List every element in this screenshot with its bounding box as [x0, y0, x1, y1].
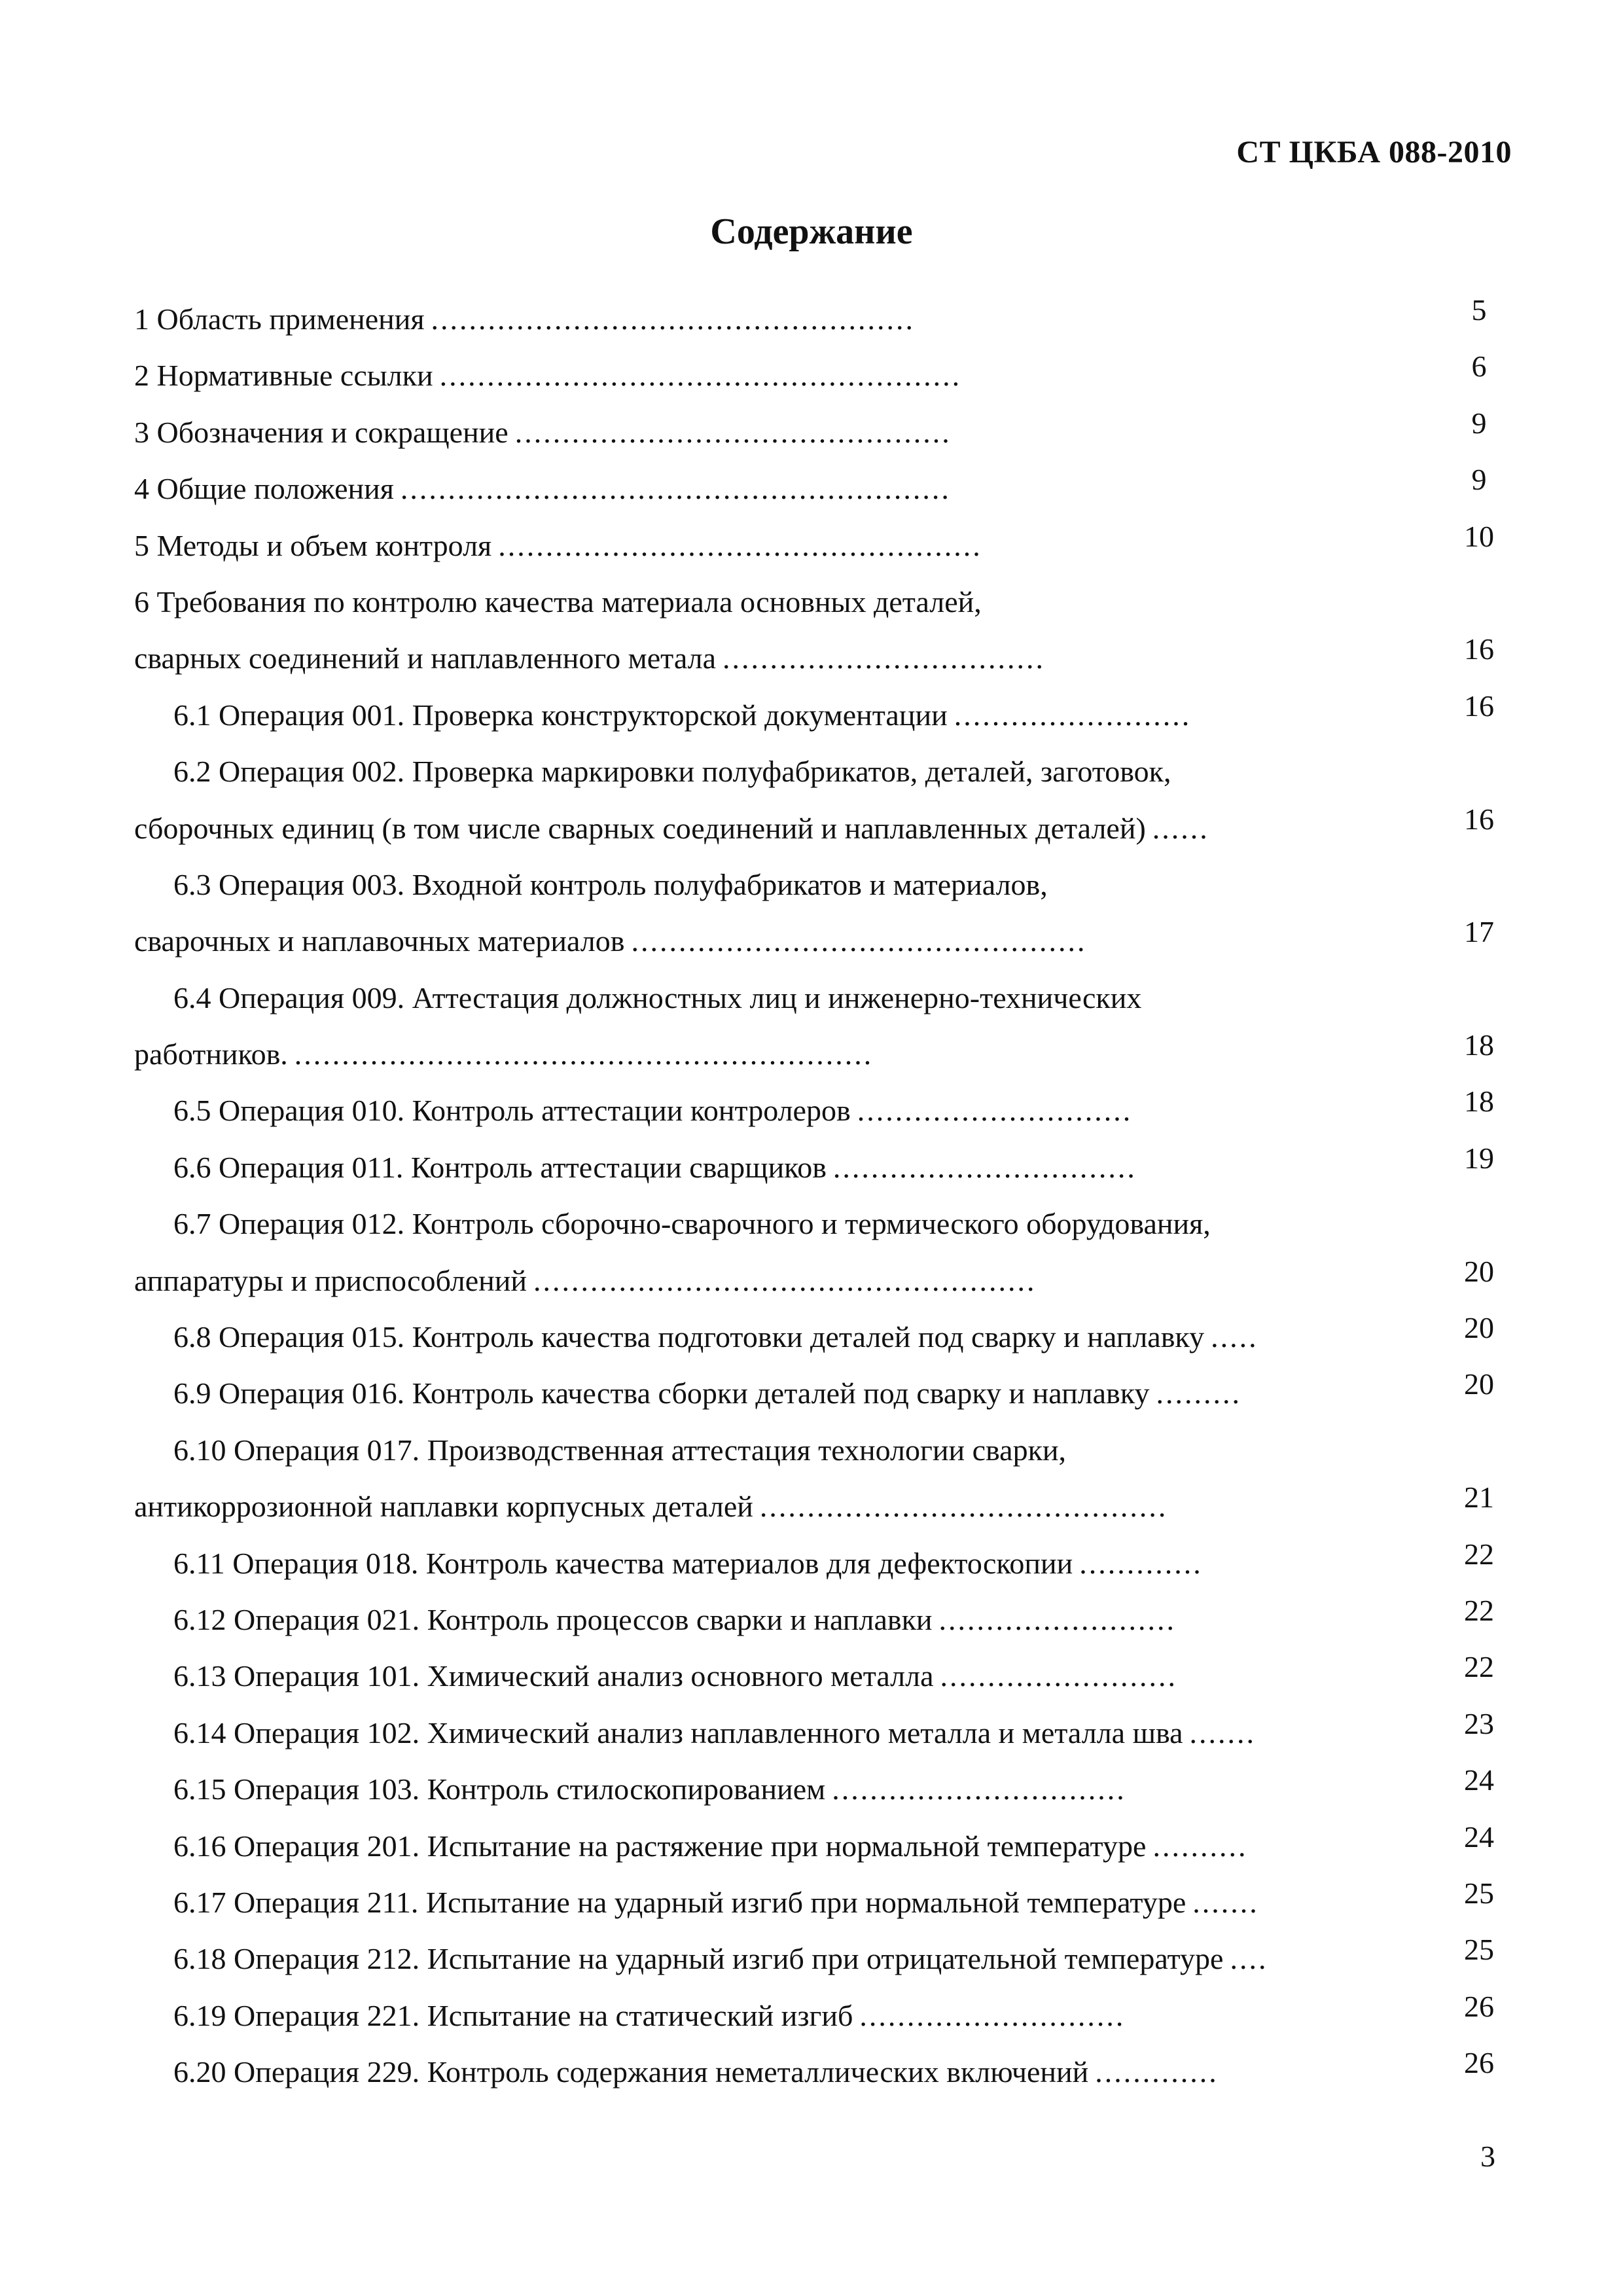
- toc-entry-text: [134, 800, 1209, 857]
- toc-entry-text: [134, 574, 982, 630]
- toc-entry-label: 6.12 Операция 021. Контроль процессов сварки и наплавки: [173, 1602, 933, 1636]
- toc-entry-text: [173, 1196, 1211, 1252]
- toc-entry: [134, 291, 1495, 348]
- toc-leader-dots: .........: [1156, 1376, 1241, 1410]
- toc-leader-dots: ...............................: [832, 1772, 1126, 1806]
- toc-leader-dots: ................................................: [631, 924, 1087, 958]
- toc-entry-text: [173, 2044, 1219, 2100]
- toc-leader-dots: .........................: [954, 698, 1192, 732]
- toc-page-number: 25: [1464, 1933, 1494, 1967]
- toc-entry-label: аппаратуры и приспособлений: [134, 1263, 527, 1297]
- toc-leader-dots: ...........................................: [759, 1490, 1168, 1524]
- toc-entry: [134, 970, 1495, 1026]
- toc-page-number: 20: [1464, 1367, 1494, 1401]
- toc-entry: [134, 1535, 1495, 1592]
- toc-page-number: 20: [1464, 1311, 1494, 1345]
- toc-entry-text: [173, 1592, 1176, 1648]
- toc-entry-label: 6.16 Операция 201. Испытание на растяжение при нормальной температуре: [173, 1829, 1147, 1863]
- toc-page-number: 9: [1471, 406, 1487, 440]
- toc-entry: [134, 348, 1495, 404]
- toc-entry-label: сварочных и наплавочных материалов: [134, 924, 625, 958]
- toc-entry-label: 6.17 Операция 211. Испытание на ударный изгиб при нормальной температуре: [173, 1885, 1186, 1919]
- toc-page-number: 16: [1464, 689, 1494, 723]
- toc-entry: [134, 1083, 1495, 1139]
- toc-entry-label: 6.15 Операция 103. Контроль стилоскопированием: [173, 1772, 826, 1806]
- toc-title: Содержание: [710, 211, 913, 252]
- toc-entry-text: [134, 348, 961, 404]
- toc-entry-label: 6.6 Операция 011. Контроль аттестации сварщиков: [173, 1150, 827, 1184]
- toc-leader-dots: ......: [1152, 811, 1209, 845]
- toc-leader-dots: ..............................................: [514, 415, 952, 449]
- toc-entry-text: [134, 913, 1086, 969]
- toc-leader-dots: .........................: [940, 1659, 1177, 1693]
- toc-leader-dots: .............: [1079, 1546, 1203, 1580]
- toc-entry: [134, 800, 1495, 857]
- toc-page-number: 18: [1464, 1028, 1494, 1062]
- toc-page-number: 25: [1464, 1876, 1494, 1910]
- toc-leader-dots: ....: [1230, 1942, 1268, 1976]
- toc-entry-label: 6.4 Операция 009. Аттестация должностных лиц и инженерно-технических: [173, 980, 1142, 1014]
- toc-entry: [134, 1874, 1495, 1931]
- toc-entry: [134, 744, 1495, 800]
- toc-entry-text: [134, 630, 1045, 687]
- toc-entry-text: [173, 1139, 1137, 1196]
- toc-entry-text: [173, 1761, 1126, 1818]
- toc-entry: [134, 913, 1495, 969]
- toc-entry-label: 6.11 Операция 018. Контроль качества материалов для дефектоскопии: [173, 1546, 1073, 1580]
- toc-entry-text: [173, 687, 1191, 744]
- toc-entry-text: [173, 1083, 1132, 1139]
- toc-entry-label: 4 Общие положения: [134, 472, 394, 506]
- toc-entry: [134, 1705, 1495, 1761]
- toc-page-number: 18: [1464, 1085, 1494, 1119]
- toc-page-number: 6: [1471, 350, 1487, 384]
- toc-page-number: 20: [1464, 1254, 1494, 1288]
- toc-entry: [134, 461, 1495, 517]
- toc-entry: [134, 1422, 1495, 1479]
- toc-entry-label: 6.1 Операция 001. Проверка конструкторской документации: [173, 698, 948, 732]
- toc-entry-label: 6.20 Операция 229. Контроль содержания неметаллических включений: [173, 2055, 1089, 2089]
- toc-page-number: 26: [1464, 1989, 1494, 2023]
- toc-entry-text: [173, 1365, 1241, 1422]
- toc-entry: [134, 1365, 1495, 1422]
- toc-leader-dots: ...................................................: [431, 302, 916, 336]
- toc-entry-text: [173, 970, 1141, 1026]
- toc-page-number: 22: [1464, 1537, 1494, 1571]
- toc-page-number: 22: [1464, 1593, 1494, 1627]
- toc-leader-dots: ..................................: [722, 641, 1046, 675]
- toc-entry-text: [134, 1479, 1168, 1535]
- toc-entry: [134, 518, 1495, 574]
- toc-page-number: 24: [1464, 1763, 1494, 1797]
- toc-entry-text: [173, 744, 1171, 800]
- toc-entry-text: [173, 1988, 1125, 2044]
- toc-entry: [134, 1761, 1495, 1818]
- toc-entry-label: 6.2 Операция 002. Проверка маркировки полуфабрикатов, деталей, заготовок,: [173, 755, 1171, 789]
- toc-leader-dots: .............: [1095, 2055, 1219, 2089]
- toc-entry-label: 6 Требования по контролю качества материала основных деталей,: [134, 584, 982, 619]
- toc-entry-text: [134, 518, 982, 574]
- toc-entry-label: 6.8 Операция 015. Контроль качества подготовки деталей под сварку и наплавку: [173, 1320, 1205, 1354]
- toc-entry-label: 3 Обозначения и сокращение: [134, 415, 508, 449]
- toc-entry: [134, 1253, 1495, 1309]
- toc-page-number: 16: [1464, 802, 1494, 836]
- toc-leader-dots: .....................................................: [533, 1263, 1037, 1297]
- toc-entry-text: [173, 857, 1048, 913]
- toc-entry-text: [134, 291, 915, 348]
- toc-leader-dots: .............................: [857, 1094, 1133, 1128]
- toc-entry-label: 6.9 Операция 016. Контроль качества сборки деталей под сварку и наплавку: [173, 1376, 1150, 1410]
- toc-leader-dots: ............................: [859, 1998, 1126, 2032]
- toc-page-number: 10: [1464, 519, 1494, 553]
- toc-entry: [134, 857, 1495, 913]
- toc-leader-dots: ..........: [1152, 1829, 1248, 1863]
- toc-entry: [134, 404, 1495, 461]
- toc-entry: [134, 1479, 1495, 1535]
- toc-entry-label: 6.13 Операция 101. Химический анализ основного металла: [173, 1659, 934, 1693]
- toc-entry-label: 2 Нормативные ссылки: [134, 359, 433, 393]
- toc-entry-label: сборочных единиц (в том числе сварных соединений и наплавленных деталей): [134, 811, 1146, 845]
- document-code: СТ ЦКБА 088-2010: [1236, 135, 1512, 170]
- toc-page-number: 17: [1464, 915, 1494, 949]
- toc-leader-dots: ..........................................................: [400, 472, 951, 506]
- toc-entry-label: сварных соединений и наплавленного метала: [134, 641, 717, 675]
- toc-entry-text: [173, 1818, 1247, 1874]
- toc-entry: [134, 1139, 1495, 1196]
- toc-entry-text: [173, 1309, 1258, 1365]
- toc-entry-text: [173, 1874, 1259, 1931]
- toc-leader-dots: .......: [1189, 1715, 1257, 1749]
- toc-page-number: 9: [1471, 463, 1487, 497]
- toc-entry-text: [173, 1705, 1256, 1761]
- toc-entry-label: 6.5 Операция 010. Контроль аттестации контролеров: [173, 1094, 851, 1128]
- toc-entry-label: 6.10 Операция 017. Производственная аттестация технологии сварки,: [173, 1433, 1067, 1467]
- toc-page-number: 26: [1464, 2046, 1494, 2080]
- toc-entry-label: 6.7 Операция 012. Контроль сборочно-сварочного и термического оборудования,: [173, 1207, 1211, 1241]
- toc-entry-label: 6.14 Операция 102. Химический анализ наплавленного металла и металла шва: [173, 1715, 1183, 1749]
- toc-entry-text: [134, 404, 952, 461]
- toc-entry-label: 1 Область применения: [134, 302, 425, 336]
- toc-entry-label: антикоррозионной наплавки корпусных деталей: [134, 1490, 753, 1524]
- toc-entry: [134, 574, 1495, 630]
- toc-entry-label: работников.: [134, 1037, 288, 1071]
- toc-entry-text: [134, 1253, 1037, 1309]
- toc-page-number: 24: [1464, 1820, 1494, 1854]
- toc-entry-label: 6.3 Операция 003. Входной контроль полуфабрикатов и материалов,: [173, 867, 1048, 901]
- toc-entry: [134, 630, 1495, 687]
- toc-page-number: 23: [1464, 1706, 1494, 1740]
- toc-entry-text: [173, 1931, 1268, 1987]
- toc-page-number: 22: [1464, 1650, 1494, 1684]
- page-number: 3: [1480, 2140, 1495, 2173]
- toc-page-number: 19: [1464, 1141, 1494, 1175]
- toc-entry: [134, 1592, 1495, 1648]
- toc-entry-text: [173, 1535, 1203, 1592]
- toc-entry: [134, 1988, 1495, 2044]
- toc-leader-dots: ................................: [832, 1150, 1137, 1184]
- toc-entry: [134, 1648, 1495, 1704]
- toc-entry-text: [173, 1648, 1177, 1704]
- toc-entry: [134, 2044, 1495, 2100]
- toc-leader-dots: .............................................................: [294, 1037, 874, 1071]
- toc-leader-dots: .......: [1192, 1885, 1259, 1919]
- toc-page-number: 16: [1464, 632, 1494, 666]
- toc-entry-label: 6.19 Операция 221. Испытание на статический изгиб: [173, 1998, 853, 2032]
- toc-page-number: 5: [1471, 293, 1487, 327]
- toc-entry: [134, 1818, 1495, 1874]
- toc-entry: [134, 1026, 1495, 1083]
- toc-entry-label: 6.18 Операция 212. Испытание на ударный изгиб при отрицательной температуре: [173, 1942, 1224, 1976]
- toc-entry: [134, 1309, 1495, 1365]
- toc-leader-dots: .........................: [938, 1602, 1177, 1636]
- toc-leader-dots: .....: [1211, 1320, 1258, 1354]
- toc-entry-text: [134, 1026, 873, 1083]
- toc-entry: [134, 1196, 1495, 1252]
- toc-entry-text: [173, 1422, 1066, 1479]
- toc-page-number: 21: [1464, 1480, 1494, 1515]
- toc-entry-text: [134, 461, 951, 517]
- toc-leader-dots: .......................................................: [439, 359, 962, 393]
- toc-entry: [134, 1931, 1495, 1987]
- toc-entry-label: 5 Методы и объем контроля: [134, 528, 492, 562]
- toc-entry: [134, 687, 1495, 744]
- toc-leader-dots: ...................................................: [498, 528, 982, 562]
- toc-list: [134, 291, 1495, 2101]
